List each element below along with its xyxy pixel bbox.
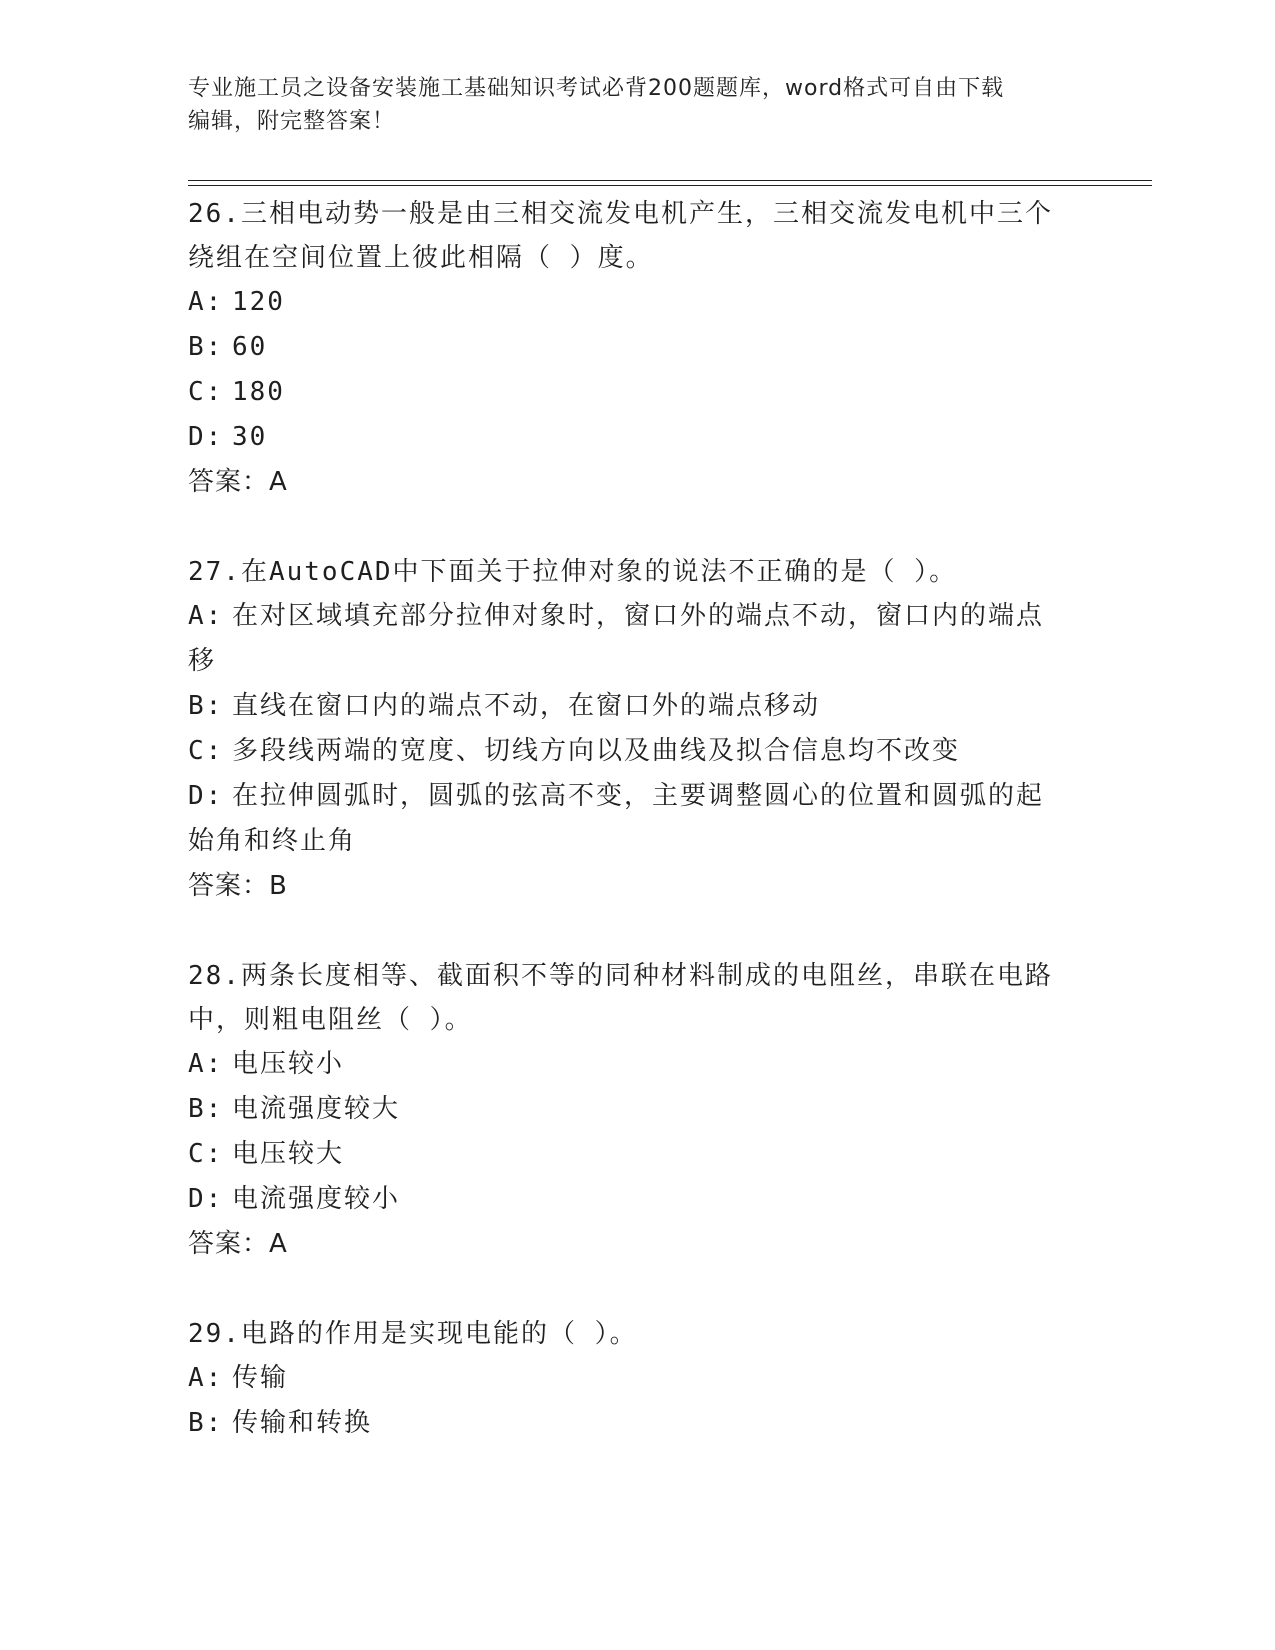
- header-divider-top: [188, 180, 1152, 181]
- question-26: [188, 192, 1088, 504]
- option-d: [188, 774, 1088, 819]
- option-text: 直线在窗口内的端点不动，在窗口外的端点移动: [232, 691, 821, 721]
- option-text: 30: [232, 422, 268, 452]
- option-key: C:: [188, 377, 224, 407]
- option-d: [188, 1177, 1088, 1222]
- option-text: 60: [232, 332, 268, 362]
- option-key: B:: [188, 1408, 224, 1438]
- header-line-1: 专业施工员之设备安装施工基础知识考试必背200题题库，word格式可自由下载: [188, 76, 1005, 101]
- question-text: 26.三相电动势一般是由三相交流发电机产生，三相交流发电机中三个: [188, 199, 1053, 229]
- option-text: 传输: [232, 1363, 289, 1393]
- option-key: C:: [188, 736, 224, 766]
- option-a-continued: 移: [188, 646, 217, 676]
- option-key: D:: [188, 781, 224, 811]
- option-text: 传输和转换: [232, 1408, 373, 1438]
- option-key: B:: [188, 1094, 224, 1124]
- option-key: A:: [188, 1363, 224, 1393]
- option-text: 180: [232, 377, 285, 407]
- question-text: 28.两条长度相等、截面积不等的同种材料制成的电阻丝，串联在电路: [188, 961, 1053, 991]
- option-b: [188, 1087, 1088, 1132]
- option-b: [188, 684, 1088, 729]
- question-text-continued: 绕组在空间位置上彼此相隔（ ）度。: [188, 243, 654, 273]
- answer-line: 答案：A: [188, 467, 288, 497]
- question-text-continued: 中，则粗电阻丝（ ）。: [188, 1005, 473, 1035]
- question-29: [188, 1312, 1088, 1446]
- option-b: [188, 325, 1088, 370]
- option-a: [188, 594, 1088, 639]
- option-text: 电流强度较大: [232, 1094, 401, 1124]
- option-key: A:: [188, 1049, 224, 1079]
- question-text: 27.在AutoCAD中下面关于拉伸对象的说法不正确的是（ ）。: [188, 557, 958, 587]
- option-key: A:: [188, 601, 224, 631]
- option-text: 在拉伸圆弧时，圆弧的弦高不变，主要调整圆心的位置和圆弧的起: [232, 781, 1045, 811]
- option-text: 多段线两端的宽度、切线方向以及曲线及拟合信息均不改变: [232, 736, 961, 766]
- question-text: 29.电路的作用是实现电能的（ ）。: [188, 1319, 638, 1349]
- option-c: [188, 729, 1088, 774]
- option-a: [188, 1042, 1088, 1087]
- question-list: [188, 192, 1088, 1446]
- option-a: [188, 280, 1088, 325]
- answer-line: 答案：B: [188, 871, 288, 901]
- question-27: [188, 550, 1088, 908]
- option-key: D:: [188, 422, 224, 452]
- option-d-continued: 始角和终止角: [188, 826, 357, 856]
- question-28: [188, 954, 1088, 1266]
- option-text: 120: [232, 287, 285, 317]
- option-text: 在对区域填充部分拉伸对象时，窗口外的端点不动，窗口内的端点: [232, 601, 1045, 631]
- option-key: B:: [188, 332, 224, 362]
- option-key: A:: [188, 287, 224, 317]
- option-key: C:: [188, 1139, 224, 1169]
- option-text: 电压较大: [232, 1139, 345, 1169]
- answer-line: 答案：A: [188, 1229, 288, 1259]
- document-header: [188, 72, 1088, 138]
- option-key: D:: [188, 1184, 224, 1214]
- option-c: [188, 370, 1088, 415]
- option-b: [188, 1401, 1088, 1446]
- option-text: 电流强度较小: [232, 1184, 401, 1214]
- header-line-2: 编辑，附完整答案！: [188, 109, 396, 134]
- header-divider-bottom: [188, 185, 1152, 186]
- option-a: [188, 1356, 1088, 1401]
- option-c: [188, 1132, 1088, 1177]
- option-text: 电压较小: [232, 1049, 345, 1079]
- option-d: [188, 415, 1088, 460]
- option-key: B:: [188, 691, 224, 721]
